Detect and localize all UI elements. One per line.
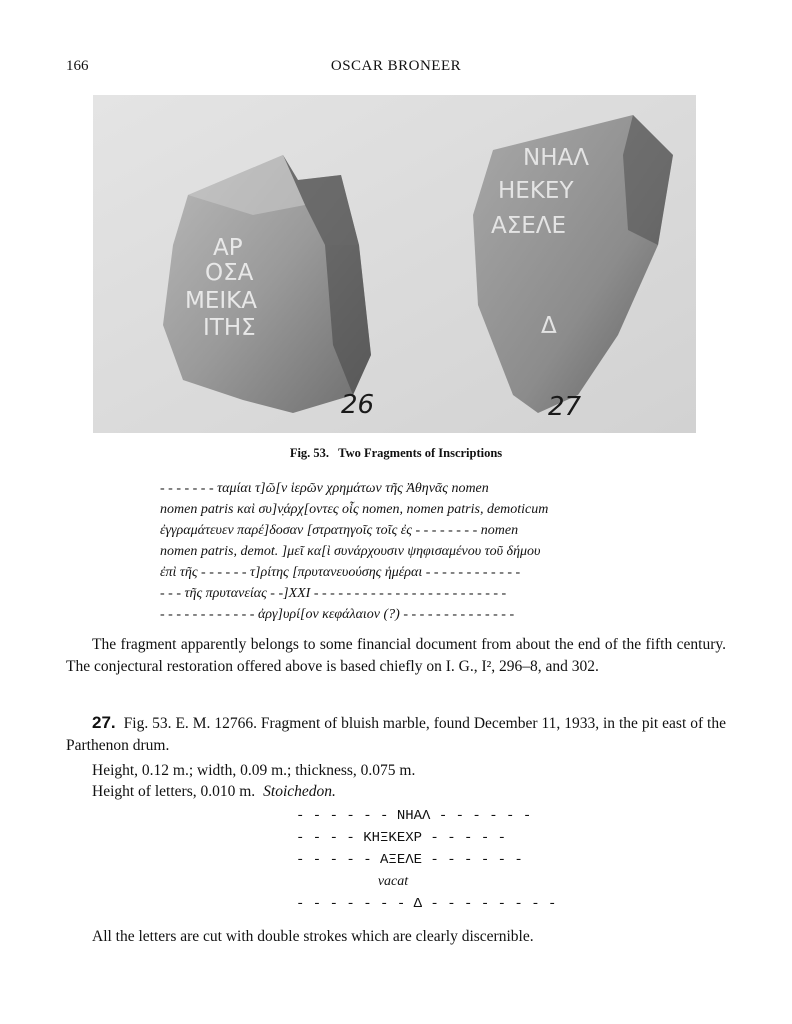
frag26-line1: ΑΡ xyxy=(213,235,243,261)
closing-paragraph: All the letters are cut with double strokes which are clearly discernible. xyxy=(92,928,534,945)
letter-height-line xyxy=(92,781,415,802)
fragment-26 xyxy=(163,155,371,413)
entry-27-dimensions xyxy=(92,760,415,802)
figure-label: Fig. 53. xyxy=(289,446,330,460)
inscription-line: - - - - - - - ταμίαι τ]ῶ[ν ἱερῶν χρημάτων τῆς Ἀθηνᾶς nomen xyxy=(160,481,489,496)
inscription-line: - - - - - - - - - - - - ἀργ]υρί[ον κεφάλαιον (?) - - - - - - - - - - - - - - xyxy=(160,607,515,622)
commentary-paragraph: The fragment apparently belongs to some financial document from about the end of the fifth century. The conjectural restoration offered above is based chiefly on I. G., I², 296–8, and 302. xyxy=(66,636,726,675)
inscription-line: nomen patris καὶ συ]ν̣άρχ[οντες οἷς nomen, nomen patris, demoticum xyxy=(160,502,549,517)
fragment-number-27: 27 xyxy=(548,392,582,422)
frag26-line4: ΙΤΗΣ xyxy=(203,315,256,341)
entry-27-heading xyxy=(66,712,726,757)
frag26-line2: ΟΣΑ xyxy=(205,260,254,286)
page-number: 166 xyxy=(66,58,89,74)
inscription-line: - - - - - - ΝΗΑΛ - - - - - - xyxy=(296,808,532,824)
fragment-number-26: 26 xyxy=(341,390,375,420)
inscription-26-text xyxy=(160,478,632,625)
dimensions-line: Height, 0.12 m.; width, 0.09 m.; thickness, 0.075 m. xyxy=(92,762,416,779)
figure-title: Two Fragments of Inscriptions xyxy=(338,446,503,460)
fragment-photograph xyxy=(93,95,696,433)
figure-caption xyxy=(0,446,792,461)
inscription-27-text xyxy=(296,805,557,915)
frag27-line3: ΑΣΕΛΕ xyxy=(491,213,567,239)
inscription-line: - - - - - - - Δ - - - - - - - - xyxy=(296,896,557,912)
inscription-line: nomen patris, demot. ]μεῖ κα[ὶ συνάρχουσιν ψηφισαμένου τοῦ δήμου xyxy=(160,544,541,559)
letter-height: Height of letters, 0.010 m. xyxy=(92,783,256,800)
entry-description: Fig. 53. E. M. 12766. Fragment of bluish marble, found December 11, 1933, in the pit east of the Parthenon drum. xyxy=(66,715,726,754)
inscription-line: - - - - - ΑΞΕΛΕ - - - - - - xyxy=(296,852,523,868)
frag27-line1: ΝΗΑΛ xyxy=(523,145,589,171)
inscription-line: ἐγγραμάτευεν παρέ]δοσαν [στρατηγοῖς τοῖς ἐς - - - - - - - - nomen xyxy=(160,523,519,538)
figure-plate xyxy=(93,95,696,433)
inscription-line: - - - - ΚΗΞΚΕΧΡ - - - - - xyxy=(296,830,507,846)
page-header xyxy=(66,58,726,80)
frag26-line3: ΜΕΙΚΑ xyxy=(185,288,257,314)
inscription-line: ἐπὶ τῆς - - - - - - τ]ρίτης [πρυτανευούσης ἡμέραι - - - - - - - - - - - - xyxy=(160,565,521,580)
frag27-line4: Δ xyxy=(541,313,557,339)
entry-number: 27. xyxy=(92,713,116,732)
inscription-line: - - - τῆς πρυτανείας - -]ΧΧΙ - - - - - - - - - - - - - - - - - - - - - - - - xyxy=(160,586,507,601)
stoichedon-label: Stoichedon. xyxy=(263,783,336,800)
frag27-line2: ΗΕΚΕΥ xyxy=(498,178,574,204)
running-head: OSCAR BRONEER xyxy=(330,58,462,74)
vacat-line: vacat xyxy=(377,874,409,889)
